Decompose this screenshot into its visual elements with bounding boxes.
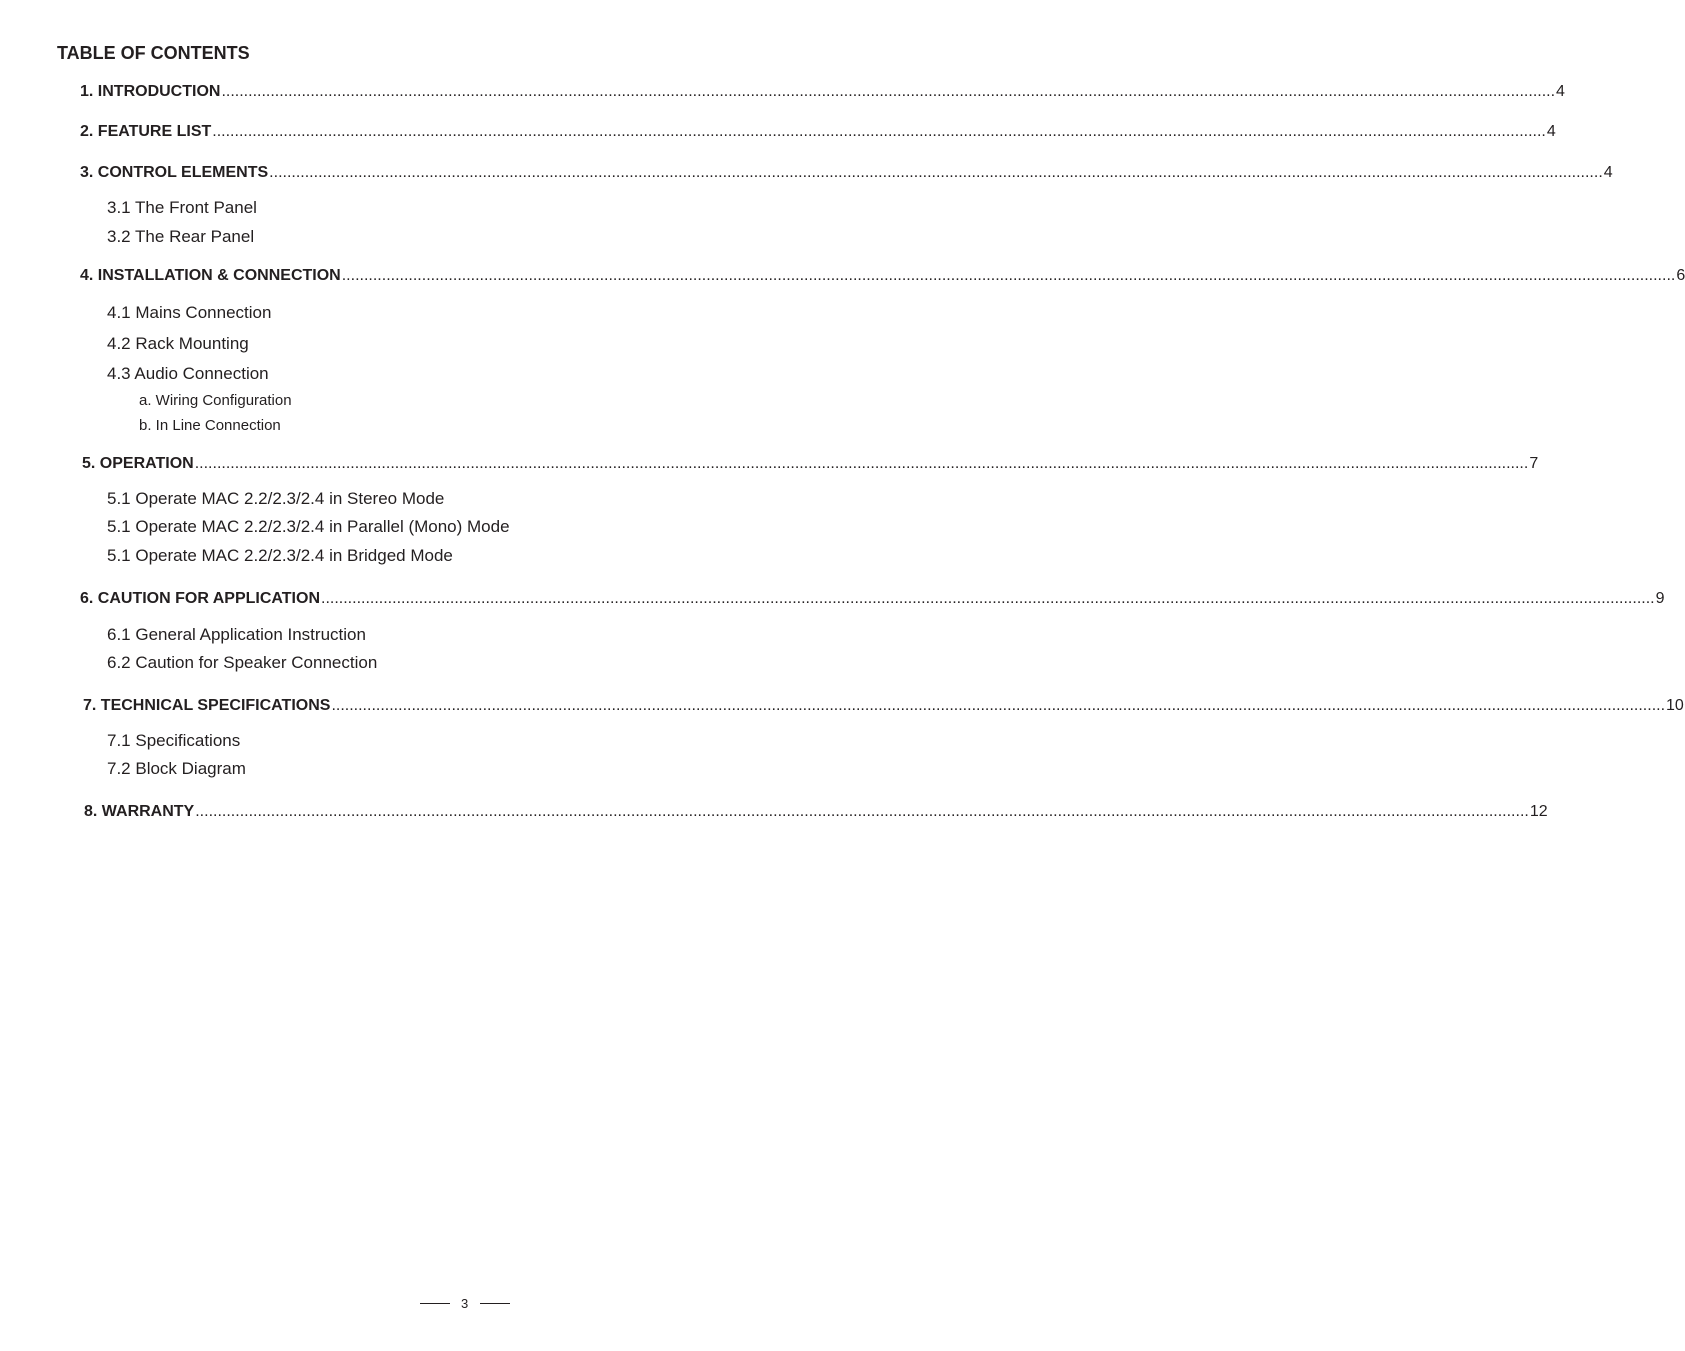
toc-entry-label: 4. INSTALLATION & CONNECTION xyxy=(80,267,341,284)
toc-subentry[interactable]: 6.1 General Application Instruction xyxy=(107,625,366,644)
toc-entry-label: 2. FEATURE LIST xyxy=(80,123,212,140)
dot-leader: ............................................................................................................................................................................................................................................................................................................ xyxy=(331,697,1666,714)
toc-entry-label: 5. OPERATION xyxy=(82,455,194,472)
dot-leader: ............................................................................................................................................................................................................................................................................................................ xyxy=(321,590,1655,607)
toc-subentry[interactable]: 5.1 Operate MAC 2.2/2.3/2.4 in Parallel (Mono) Mode xyxy=(107,517,510,536)
toc-subentry[interactable]: 5.1 Operate MAC 2.2/2.3/2.4 in Bridged Mode xyxy=(107,546,453,565)
toc-entry-technical-specs[interactable] xyxy=(83,697,1684,719)
toc-entry-label: 6. CAUTION FOR APPLICATION xyxy=(80,590,320,607)
toc-entry-label: 7. TECHNICAL SPECIFICATIONS xyxy=(83,697,331,714)
dot-leader: ............................................................................................................................................................................................................................................................................................................ xyxy=(221,83,1556,100)
toc-subentry[interactable]: 4.3 Audio Connection xyxy=(107,364,269,383)
toc-entry-installation[interactable] xyxy=(80,267,1685,289)
toc-entry-control-elements[interactable] xyxy=(80,164,1613,186)
toc-entry-label: 8. WARRANTY xyxy=(84,803,195,820)
toc-subentry[interactable]: 4.1 Mains Connection xyxy=(107,303,272,322)
page-title: TABLE OF CONTENTS xyxy=(57,43,250,63)
toc-entry-page: 7 xyxy=(1529,455,1539,472)
toc-entry-introduction[interactable] xyxy=(80,83,1565,105)
dot-leader: ............................................................................................................................................................................................................................................................................................................ xyxy=(341,267,1676,284)
toc-entry-page: 12 xyxy=(1529,803,1548,820)
toc-entry-page: 10 xyxy=(1666,697,1684,714)
toc-entry-page: 4 xyxy=(1556,83,1565,100)
dot-leader: ............................................................................................................................................................................................................................................................................................................ xyxy=(269,164,1603,181)
toc-entry-label: 1. INTRODUCTION xyxy=(80,83,221,100)
toc-subentry[interactable]: 7.1 Specifications xyxy=(107,731,241,750)
dot-leader: ............................................................................................................................................................................................................................................................................................................ xyxy=(194,455,1529,472)
footer-rule-left xyxy=(420,1303,450,1304)
toc-subsubentry[interactable]: b. In Line Connection xyxy=(139,417,281,434)
footer-rule-right xyxy=(480,1303,510,1304)
toc-entry-page: 4 xyxy=(1546,123,1556,140)
dot-leader: ............................................................................................................................................................................................................................................................................................................ xyxy=(212,123,1546,140)
toc-subentry[interactable]: 4.2 Rack Mounting xyxy=(107,334,249,353)
toc-subentry[interactable]: 3.1 The Front Panel xyxy=(107,198,257,217)
toc-subentry[interactable]: 7.2 Block Diagram xyxy=(107,759,246,778)
dot-leader: ............................................................................................................................................................................................................................................................................................................ xyxy=(195,803,1529,820)
toc-entry-label: 3. CONTROL ELEMENTS xyxy=(80,164,269,181)
toc-subentry[interactable]: 5.1 Operate MAC 2.2/2.3/2.4 in Stereo Mode xyxy=(107,489,445,508)
toc-entry-page: 9 xyxy=(1655,590,1665,607)
toc-subentry[interactable]: 3.2 The Rear Panel xyxy=(107,227,255,246)
toc-entry-warranty[interactable] xyxy=(84,803,1548,825)
page-number: 3 xyxy=(461,1296,469,1311)
toc-subsubentry[interactable]: a. Wiring Configuration xyxy=(139,392,292,409)
toc-entry-feature-list[interactable] xyxy=(80,123,1556,145)
toc-entry-page: 4 xyxy=(1603,164,1613,181)
toc-entry-page: 6 xyxy=(1676,267,1685,284)
toc-subentry[interactable]: 6.2 Caution for Speaker Connection xyxy=(107,653,378,672)
toc-entry-operation[interactable] xyxy=(82,455,1539,477)
toc-entry-caution[interactable] xyxy=(80,590,1665,612)
